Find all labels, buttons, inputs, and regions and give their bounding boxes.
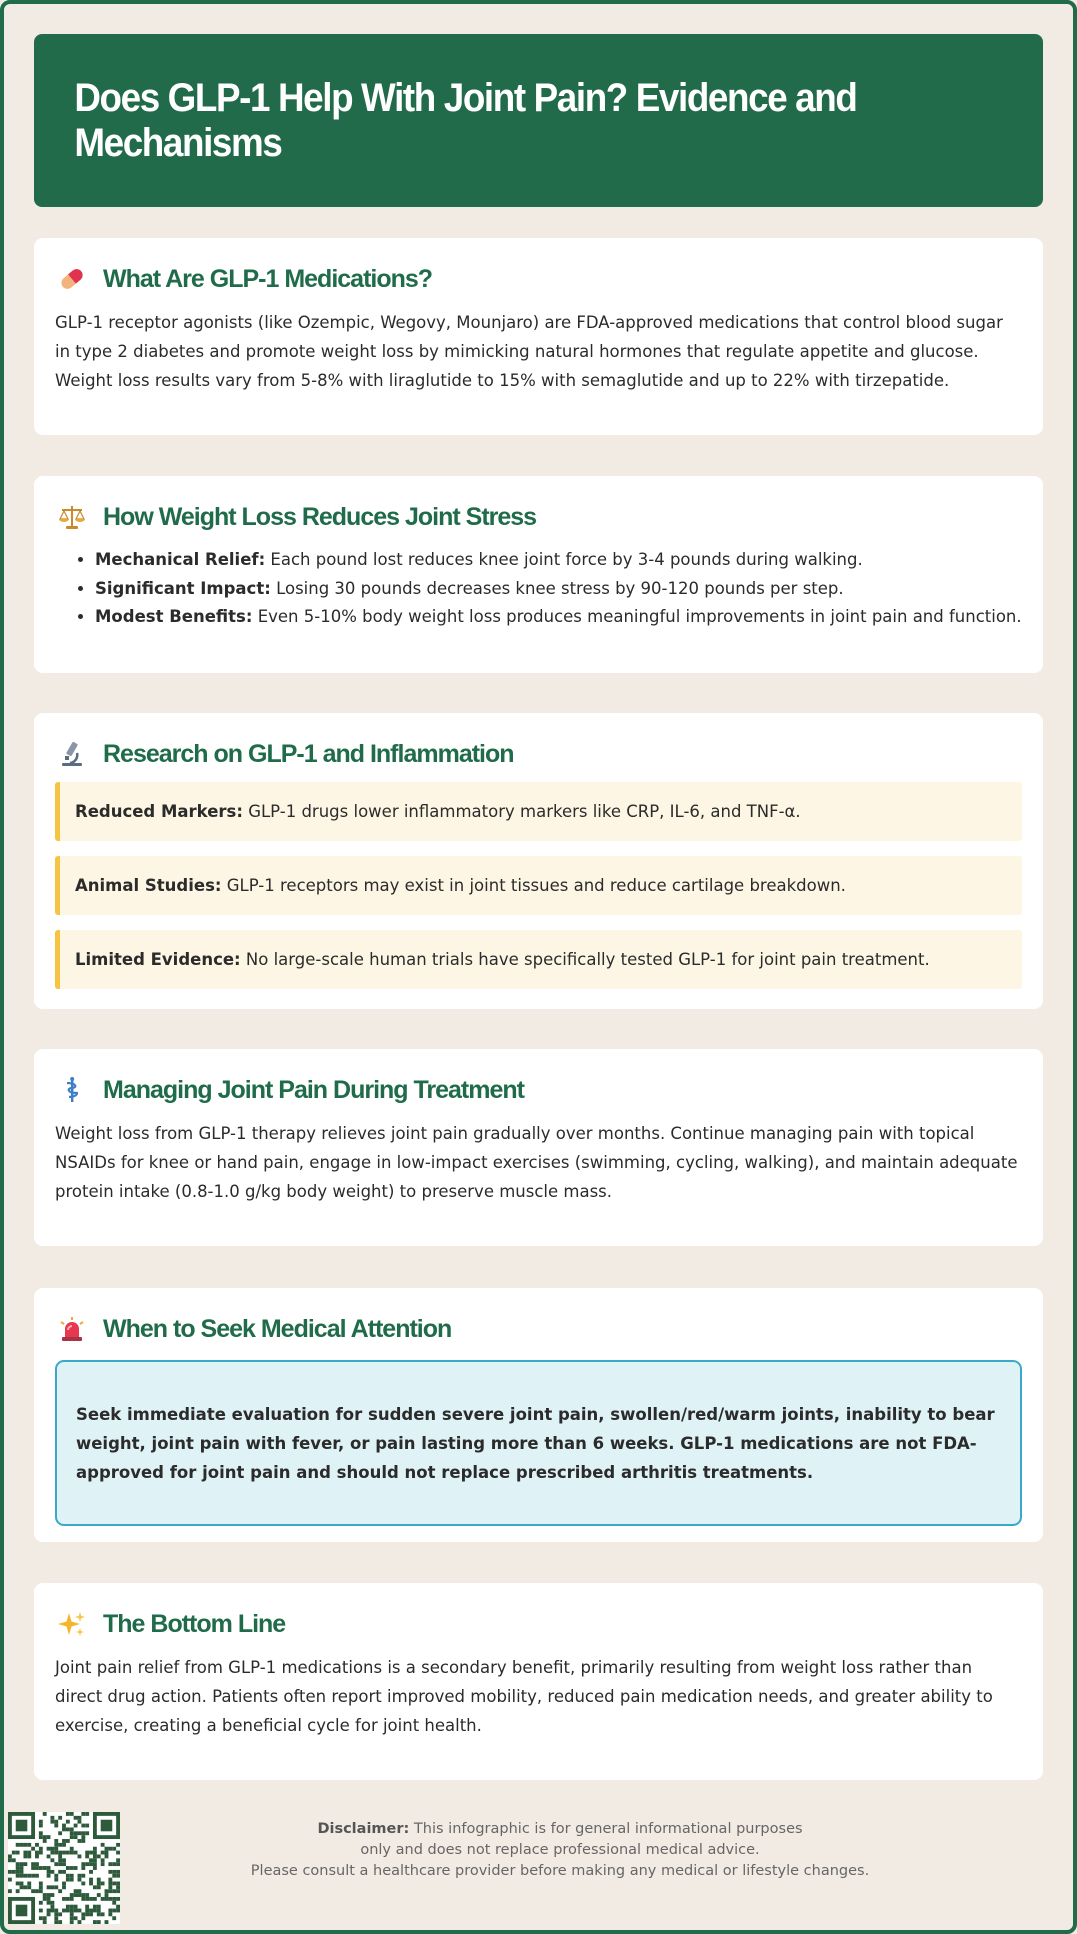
note-text: GLP-1 receptors may exist in joint tissues and reduce cartilage breakdown. (221, 876, 846, 895)
page-title: Does GLP-1 Help With Joint Pain? Evidence and Mechanisms (74, 75, 857, 165)
qr-code-image[interactable] (8, 1812, 120, 1924)
section-managing-card (34, 1049, 1043, 1246)
caduceus-icon (55, 1073, 89, 1107)
list-item (95, 603, 1022, 632)
pill-icon (55, 262, 89, 296)
note-label: Animal Studies: (75, 876, 222, 895)
research-note (55, 782, 1022, 841)
microscope-icon (55, 737, 89, 771)
point-label: Modest Benefits: (95, 607, 253, 626)
alert-text: Seek immediate evaluation for sudden severe joint pain, swollen/red/warm joints, inability to bear weight, joint pain with fever, or pain lasting more than 6 weeks. GLP-1 medications are not FDA-approved for joint pain and should not replace prescribed arthritis treatments. (76, 1404, 995, 1482)
section-body: GLP-1 receptor agonists (like Ozempic, Wegovy, Mounjaro) are FDA-approved medications that control blood sugar in type 2 diabetes and promote weight loss by mimicking natural hormones that regulate appetite and glucose. Weight loss results vary from 5-8% with liraglutide to 15% with semaglutide and up to 22% with tirzepatide. (55, 313, 1003, 390)
point-text: Even 5-10% body weight loss produces meaningful improvements in joint pain and function. (252, 607, 1022, 626)
sparkles-icon (55, 1607, 89, 1641)
title-banner (34, 34, 1043, 207)
weight-points-list (55, 546, 1022, 632)
disclaimer (180, 1819, 940, 1882)
balance-scale-icon (55, 500, 89, 534)
section-heading: The Bottom Line (103, 1609, 286, 1638)
section-what-card (34, 238, 1043, 435)
section-heading: When to Seek Medical Attention (103, 1314, 452, 1343)
disclaimer-text: Please consult a healthcare provider before making any medical or lifestyle changes. (250, 1863, 870, 1879)
section-heading: How Weight Loss Reduces Joint Stress (103, 502, 537, 531)
research-note (55, 856, 1022, 915)
section-attention-card (34, 1288, 1043, 1542)
section-body: Joint pain relief from GLP-1 medications is a secondary benefit, primarily resulting from weight loss rather than direct drug action. Patients often report improved mobility, reduced pain medication needs, and greater ability to exercise, creating a beneficial cycle for joint health. (55, 1658, 993, 1735)
section-research-card (34, 713, 1043, 1009)
point-text: Losing 30 pounds decreases knee stress by 90-120 pounds per step. (270, 578, 844, 598)
note-text: GLP-1 drugs lower inflammatory markers like CRP, IL-6, and TNF-α. (242, 802, 801, 821)
point-text: Each pound lost reduces knee joint force by 3-4 pounds during walking. (265, 550, 863, 569)
research-note (55, 930, 1022, 989)
note-text: No large-scale human trials have specifically tested GLP-1 for joint pain treatment. (240, 950, 930, 969)
section-body: Weight loss from GLP-1 therapy relieves joint pain gradually over months. Continue managing pain with topical NSAIDs for knee or hand pain, engage in low-impact exercises (swimming, cycling, walking), and maintain adequate protein intake (0.8-1.0 g/kg body weight) to preserve muscle mass. (55, 1124, 1018, 1201)
section-bottom-card (34, 1583, 1043, 1780)
note-label: Limited Evidence: (75, 950, 241, 969)
disclaimer-text: This infographic is for general informational purposes (409, 1821, 803, 1837)
section-heading: Research on GLP-1 and Inflammation (103, 739, 514, 768)
point-label: Significant Impact: (95, 578, 271, 598)
section-heading: What Are GLP-1 Medications? (103, 264, 433, 293)
note-label: Reduced Markers: (75, 802, 243, 821)
disclaimer-text: only and does not replace professional medical advice. (360, 1842, 760, 1858)
disclaimer-label: Disclaimer: (317, 1821, 410, 1837)
medical-alert-box (55, 1360, 1022, 1526)
siren-icon (55, 1312, 89, 1346)
list-item (95, 575, 1022, 604)
section-heading: Managing Joint Pain During Treatment (103, 1075, 524, 1104)
list-item (95, 546, 1022, 575)
point-label: Mechanical Relief: (95, 550, 266, 569)
section-weight-card (34, 476, 1043, 673)
